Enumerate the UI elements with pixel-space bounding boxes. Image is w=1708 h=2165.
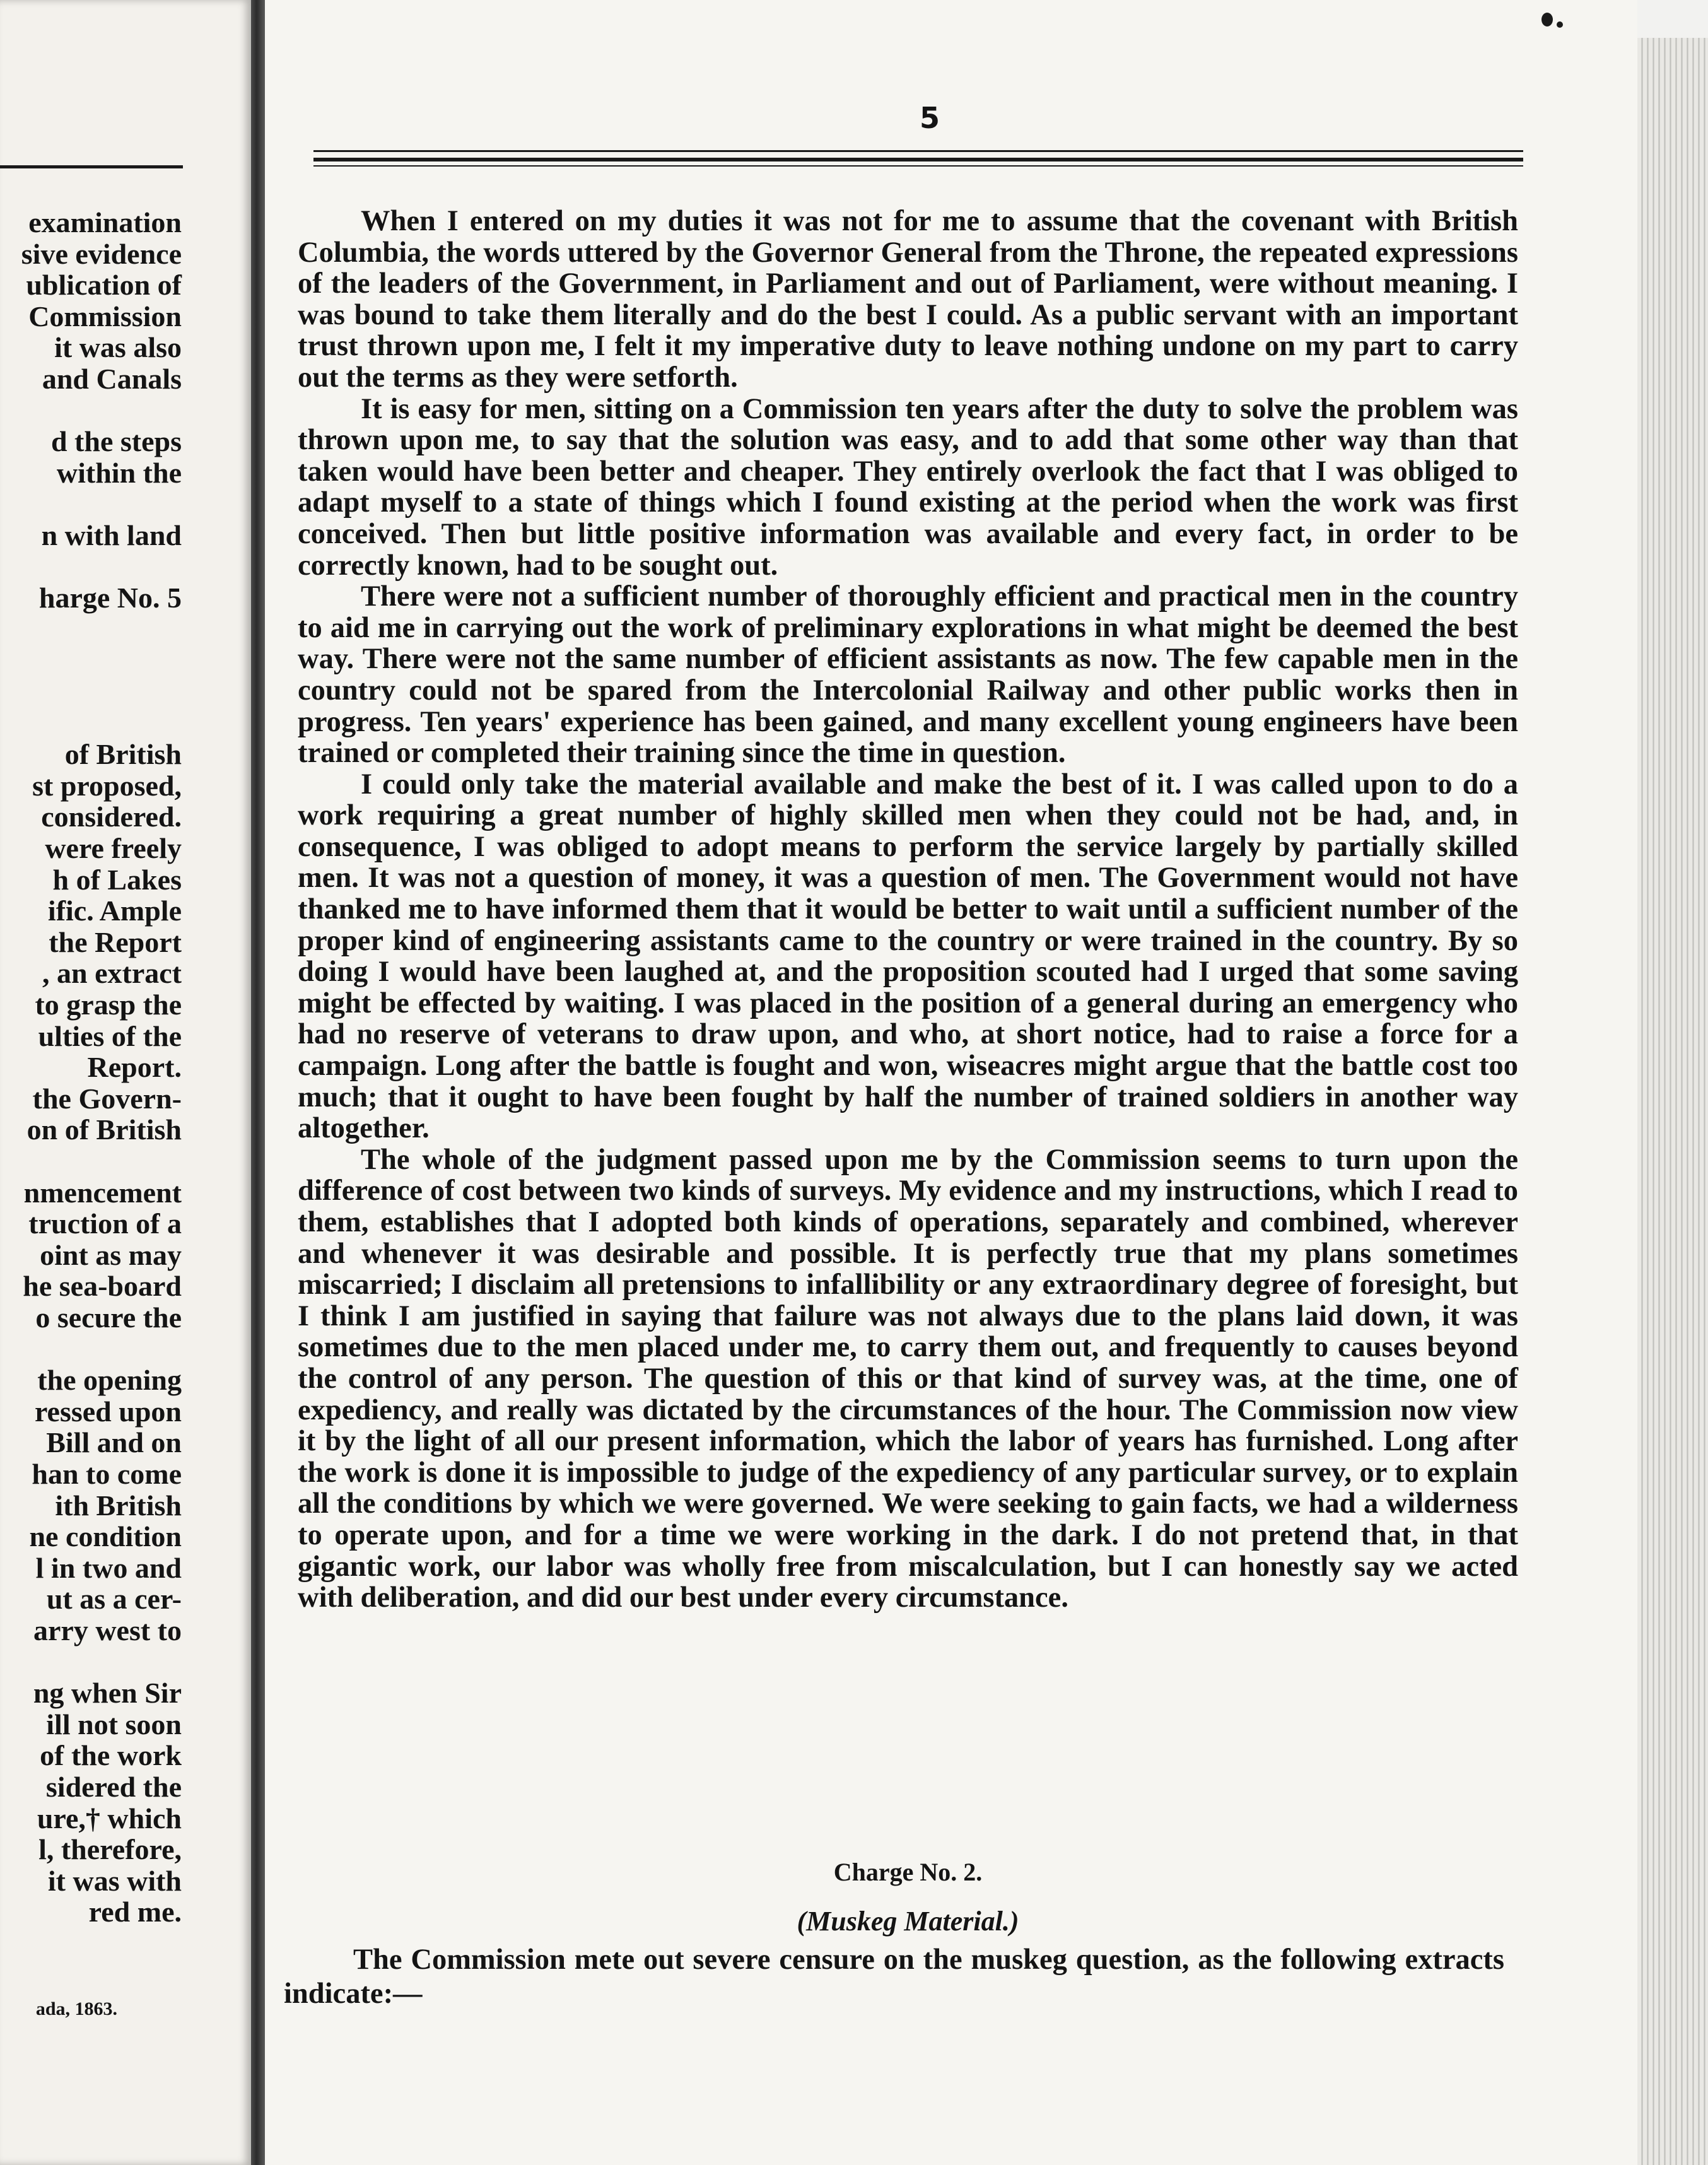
left-page-line: h of Lakes <box>52 863 182 896</box>
left-page-footnote: ada, 1863. <box>35 1998 117 2019</box>
header-rule-thin-lower <box>313 165 1523 167</box>
left-page-line: oint as may <box>40 1238 182 1271</box>
left-page-line: were freely <box>45 832 182 864</box>
left-page-line: sive evidence <box>21 237 182 270</box>
left-page-line: ific. Ample <box>47 895 182 927</box>
left-page-line: Commission <box>28 300 182 332</box>
left-page-line: sidered the <box>45 1771 182 1803</box>
page-edges <box>1637 38 1708 2165</box>
closing-text <box>284 1943 1504 2011</box>
left-page-line: o secure the <box>35 1301 182 1334</box>
left-page-line: it was also <box>54 331 182 364</box>
left-page-line: Report. <box>87 1051 182 1084</box>
left-page-line: the Report <box>49 925 182 958</box>
left-page-line: ure,† which <box>37 1802 182 1834</box>
left-page-line: on of British <box>26 1113 182 1146</box>
paragraph: I could only take the material available and make the best of it. I was called upon to do a work requiring a great number of highly skilled men when they could not be had, and, in consequence, I was obliged to adopt means to perform the service largely by partially skilled men. It was not a question of money, it was a question of men. The Government would not have thanked me to have informed them that it would be better to wait until a sufficient number of the proper kind of engineering assistants came to the country or were trained in the country. By so doing I would have been laughed at, and the proposition scouted had I urged that some saving might be effected by waiting. I was placed in the position of a general during an emergency who had no reserve of veterans to draw upon, and who, at short notice, had to raise a force for a campaign. Long after the battle is fought and won, wiseacres might argue that the battle cost too much; that it ought to have been fought by half the number of trained soldiers in another way altogether. <box>298 768 1518 1145</box>
ink-speck <box>1557 21 1563 28</box>
left-page-line: examination <box>28 206 182 238</box>
left-page-line: han to come <box>32 1458 182 1490</box>
left-page-line: st proposed, <box>32 769 182 802</box>
left-page-line: within the <box>56 456 182 489</box>
left-page-line: ng when Sir <box>33 1677 182 1710</box>
left-page-line: ressed upon <box>34 1395 182 1428</box>
left-page-line: it was with <box>47 1864 182 1897</box>
charge-heading: Charge No. 2. <box>833 1858 983 1886</box>
left-page-line: Bill and on <box>46 1426 182 1459</box>
left-page-line: to grasp the <box>35 989 182 1021</box>
left-page-line: ublication of <box>26 269 182 302</box>
left-page-line: , an extract <box>42 957 182 990</box>
left-page-line: ulties of the <box>38 1019 182 1052</box>
left-page-line: of the work <box>40 1739 182 1772</box>
left-page-line: he sea-board <box>23 1270 182 1303</box>
page-edges-top <box>1637 0 1708 38</box>
left-facing-page <box>0 0 251 2165</box>
left-page-line: ut as a cer- <box>46 1583 182 1616</box>
book-gutter <box>251 0 265 2165</box>
left-page-line: considered. <box>41 801 182 833</box>
closing-paragraph: The Commission mete out severe censure on the muskeg question, as the following extracts indicate:— <box>284 1944 1504 2010</box>
left-page-line: ne condition <box>29 1520 182 1553</box>
left-page-line: ill not soon <box>46 1708 182 1740</box>
left-page-line: d the steps <box>50 425 182 458</box>
left-page-line: and Canals <box>42 363 182 395</box>
left-page-line: arry west to <box>33 1614 182 1646</box>
ink-speck <box>1541 13 1553 26</box>
page-number: 5 <box>920 101 940 135</box>
left-page-line: n with land <box>41 519 182 551</box>
left-page-line: harge No. 5 <box>38 582 182 614</box>
header-rule-thin <box>313 150 1523 152</box>
paragraph: It is easy for men, sitting on a Commission ten years after the duty to solve the problem was thrown upon me, to say that the solution was easy, and to add that some other way than that taken would have been better and cheaper. They entirely overlook the fact that I was obliged to adapt myself to a state of things which I found existing at the period when the work was first conceived. Then but little positive information was available and every fact, in order to be correctly known, had to be sought out. <box>298 392 1518 582</box>
paragraph: There were not a sufficient number of thoroughly efficient and practical men in the country to aid me in carrying out the work of preliminary explorations in what might be deemed the best way. There were not the same number of efficient assistants as now. The few capable men in the country could not be spared from the Intercolonial Railway and other public works then in progress. Ten years' experience has been gained, and many excellent young engineers have been trained or completed their training since the time in question. <box>298 580 1518 770</box>
left-page-line: of British <box>64 738 182 771</box>
left-page-line: the opening <box>37 1364 182 1397</box>
body-text <box>298 206 1518 1614</box>
left-page-line: ith British <box>55 1489 182 1522</box>
header-rule-thick <box>313 158 1523 161</box>
left-page-line: nmencement <box>23 1176 182 1209</box>
paragraph: The whole of the judgment passed upon me by the Commission seems to turn upon the difference of cost between two kinds of surveys. My evidence and my instructions, which I read to them, establishes that I adopted both kinds of operations, separately and combined, wherever and whenever it was desirable and possible. It is perfectly true that my plans sometimes miscarried; I disclaim all pretensions to infallibility or any extraordinary degree of foresight, but I think I am justified in saying that failure was not always due to the plans laid down, it was sometimes due to the men placed under me, to carry them out, and frequently to causes beyond the control of any person. The question of this or that kind of survey was, at the time, one of expediency, and really was dictated by the circumstances of the hour. The Commission now view it by the light of all our present information, which the labor of years has furnished. Long after the work is done it is impossible to judge of the expediency of any particular survey, or to explain all the conditions by which we were governed. We were seeking to gain facts, we had a wilderness to operate upon, and for a time we were working in the dark. I do not pretend that, in that gigantic work, our labor was wholly free from miscalculation, but I can honestly say we acted with deliberation, and did our best under every circumstance. <box>298 1143 1518 1614</box>
left-page-line: red me. <box>88 1896 182 1928</box>
left-page-rule <box>0 165 183 168</box>
paragraph: When I entered on my duties it was not for me to assume that the covenant with British Columbia, the words uttered by the Governor General from the Throne, the repeated expressions of the leaders of the Government, in Parliament and out of Parliament, were without meaning. I was bound to take them literally and do the best I could. As a public servant with an important trust thrown upon me, I felt it my imperative duty to leave nothing undone on my part to carry out the terms as they were setforth. <box>298 205 1518 394</box>
left-page-line: truction of a <box>28 1207 182 1240</box>
left-page-line: the Govern- <box>32 1082 182 1115</box>
left-page-line: l, therefore, <box>38 1833 182 1866</box>
left-page-line: l in two and <box>35 1551 182 1584</box>
charge-subheading: (Muskeg Material.) <box>797 1906 1019 1937</box>
